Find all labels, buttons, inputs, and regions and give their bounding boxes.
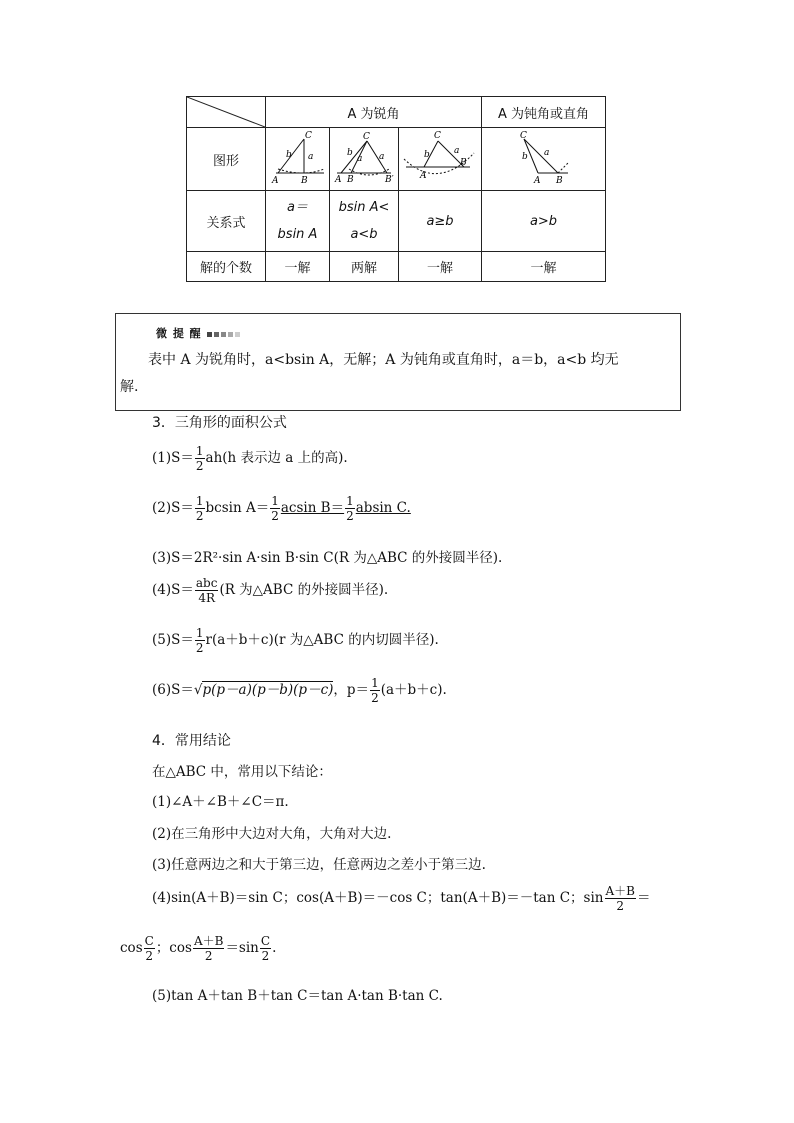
formula-5: [152, 626, 439, 655]
f6-post: (a＋b＋c).: [380, 682, 447, 698]
f2-pre: (2)S＝: [152, 500, 194, 516]
f2-post: absin C.: [355, 500, 411, 516]
triangle-figure-obtuse: [504, 129, 584, 185]
section-4-intro: 在△ABC 中，常用以下结论：: [152, 764, 332, 780]
triangle-cases-table: [186, 96, 606, 282]
f2-d2: 2: [271, 509, 279, 523]
c4-f2-den: 2: [145, 949, 154, 963]
conclusion-2: (2)在三角形中大边对大角，大角对大边.: [152, 826, 392, 842]
f2-d3: 2: [346, 509, 354, 523]
count-cell-4: 一解: [482, 252, 606, 282]
f4-den: 4R: [198, 591, 215, 605]
c4-eq: ＝: [637, 890, 651, 906]
relation-cell-1: [266, 191, 330, 252]
f6-den: 2: [371, 691, 379, 705]
formula-2: [152, 494, 411, 523]
tip-dots-icon: [207, 327, 242, 340]
svg-text:b: b: [347, 148, 353, 158]
svg-text:A: A: [533, 176, 540, 185]
svg-text:B: B: [460, 158, 467, 168]
c4-b-pre: cos: [120, 940, 143, 956]
f6-fraction: [370, 676, 380, 705]
header-acute: A 为锐角: [266, 97, 482, 128]
count-cell-2: 两解: [330, 252, 399, 282]
tip-text-line-1: 表中 A 为锐角时，a<bsin A，无解；A 为钝角或直角时，a＝b，a<b 均无: [148, 352, 619, 368]
formula-4: [152, 576, 388, 605]
tip-title-text: 微 提 醒: [156, 327, 202, 340]
svg-text:b: b: [285, 150, 292, 160]
f4-post: (R 为△ABC 的外接圆半径).: [219, 582, 389, 598]
relation-2-bottom: a<b: [350, 227, 378, 242]
svg-text:b: b: [424, 150, 430, 160]
triangle-figure-right: [268, 129, 328, 185]
c4-f1-den: 2: [616, 899, 625, 913]
f5-pre: (5)S＝: [152, 632, 194, 648]
svg-text:C: C: [363, 132, 370, 142]
c4-f2-num: C: [144, 934, 154, 948]
f4-fraction: [195, 576, 219, 605]
svg-text:B: B: [555, 176, 563, 185]
f1-den: 2: [195, 459, 204, 473]
diagonal-line: [187, 97, 265, 127]
header-obtuse: A 为钝角或直角: [482, 97, 606, 128]
svg-text:a: a: [307, 152, 313, 162]
f2-fraction-2: [270, 494, 280, 523]
row-label-figure: 图形: [187, 128, 266, 191]
f5-post: r(a＋b＋c)(r 为△ABC 的内切圆半径).: [205, 632, 439, 648]
relation-1-bottom: bsin A: [277, 227, 318, 242]
figure-cell-4: [482, 128, 606, 191]
c4-f3-num: A＋B: [193, 934, 224, 948]
f6-pre: (6)S＝: [152, 682, 194, 698]
f2-fraction-1: [195, 494, 205, 523]
c4-b-end: .: [272, 940, 277, 956]
svg-text:C: C: [519, 131, 527, 141]
f1-pre: (1)S＝: [152, 450, 194, 466]
c4-b-mid: ；cos: [155, 940, 192, 956]
c4-f3-den: 2: [204, 949, 213, 963]
conclusion-4-line-1: [152, 884, 651, 913]
count-cell-3: 一解: [399, 252, 482, 282]
f2-fraction-3: [345, 494, 355, 523]
relation-2-top: bsin A<: [338, 200, 390, 215]
svg-text:B: B: [347, 175, 354, 185]
c4-fraction-3: [193, 934, 225, 963]
c4-part-a: (4)sin(A＋B)＝sin C；cos(A＋B)＝－cos C；tan(A＋B)＝－tan C；sin: [152, 890, 604, 906]
triangle-figure-a-ge-b: [400, 129, 480, 185]
conclusion-5: (5)tan A＋tan B＋tan C＝tan A·tan B·tan C.: [152, 988, 443, 1004]
row-label-relation: 关系式: [187, 191, 266, 252]
f1-fraction: [195, 444, 205, 473]
table-corner-cell: [187, 97, 266, 128]
svg-text:A: A: [420, 171, 427, 181]
svg-text:a: a: [357, 154, 363, 164]
svg-text:b: b: [521, 152, 528, 162]
svg-text:C: C: [304, 131, 312, 141]
relation-cell-2: [330, 191, 399, 252]
figure-cell-2: [330, 128, 399, 191]
svg-text:B: B: [300, 176, 308, 185]
svg-text:C: C: [434, 131, 441, 141]
svg-text:a: a: [454, 146, 460, 156]
svg-text:A: A: [335, 175, 342, 185]
c4-f4-num: C: [260, 934, 271, 948]
c4-f1-num: A＋B: [605, 884, 635, 898]
formula-3: (3)S＝2R²·sin A·sin B·sin C(R 为△ABC 的外接圆半径).: [152, 550, 503, 566]
conclusion-1: (1)∠A＋∠B＋∠C＝π.: [152, 794, 289, 810]
relation-1-top: a＝: [287, 200, 308, 215]
f2-mid1: bcsin A＝: [205, 500, 270, 516]
svg-text:A: A: [271, 176, 278, 185]
sqrt-icon: √: [193, 682, 203, 698]
section-3-heading: 3．三角形的面积公式: [152, 415, 287, 431]
row-label-count: 解的个数: [187, 252, 266, 282]
f5-den: 2: [195, 641, 204, 655]
conclusion-4-line-2: [120, 934, 276, 963]
figure-cell-1: [266, 128, 330, 191]
c4-fraction-2: [144, 934, 155, 963]
formula-6: [152, 676, 447, 705]
section-4-heading: 4．常用结论: [152, 733, 231, 749]
c4-fraction-4: [260, 934, 271, 963]
f1-post: ah(h 表示边 a 上的高).: [205, 450, 348, 466]
f2-mid2: acsin B＝: [280, 500, 345, 516]
svg-text:B′: B′: [385, 175, 394, 185]
f4-pre: (4)S＝: [152, 582, 194, 598]
relation-cell-3: a≥b: [399, 191, 482, 252]
f1-num: 1: [195, 444, 204, 458]
f6-num: 1: [371, 676, 379, 690]
formula-1: [152, 444, 348, 473]
f6-root: p(p－a)(p－b)(p－c): [202, 682, 334, 698]
svg-text:a: a: [379, 152, 385, 162]
tip-title: [156, 325, 242, 341]
count-cell-1: 一解: [266, 252, 330, 282]
c4-fraction-1: [605, 884, 637, 913]
conclusion-3: (3)任意两边之和大于第三边，任意两边之差小于第三边.: [152, 857, 486, 873]
f2-n1: 1: [195, 494, 204, 508]
f2-d1: 2: [195, 509, 204, 523]
f4-num: abc: [195, 576, 218, 590]
f6-mid: ，p＝: [333, 682, 370, 698]
tip-text-line-2: 解.: [120, 379, 139, 395]
f5-num: 1: [195, 626, 204, 640]
c4-f4-den: 2: [261, 949, 270, 963]
relation-cell-4: a>b: [482, 191, 606, 252]
f2-n2: 1: [271, 494, 279, 508]
f5-fraction: [195, 626, 205, 655]
c4-b-mid2: ＝sin: [225, 940, 259, 956]
triangle-figure-two-solutions: [331, 129, 397, 185]
f2-n3: 1: [346, 494, 354, 508]
figure-cell-3: [399, 128, 482, 191]
svg-text:a: a: [543, 148, 549, 158]
